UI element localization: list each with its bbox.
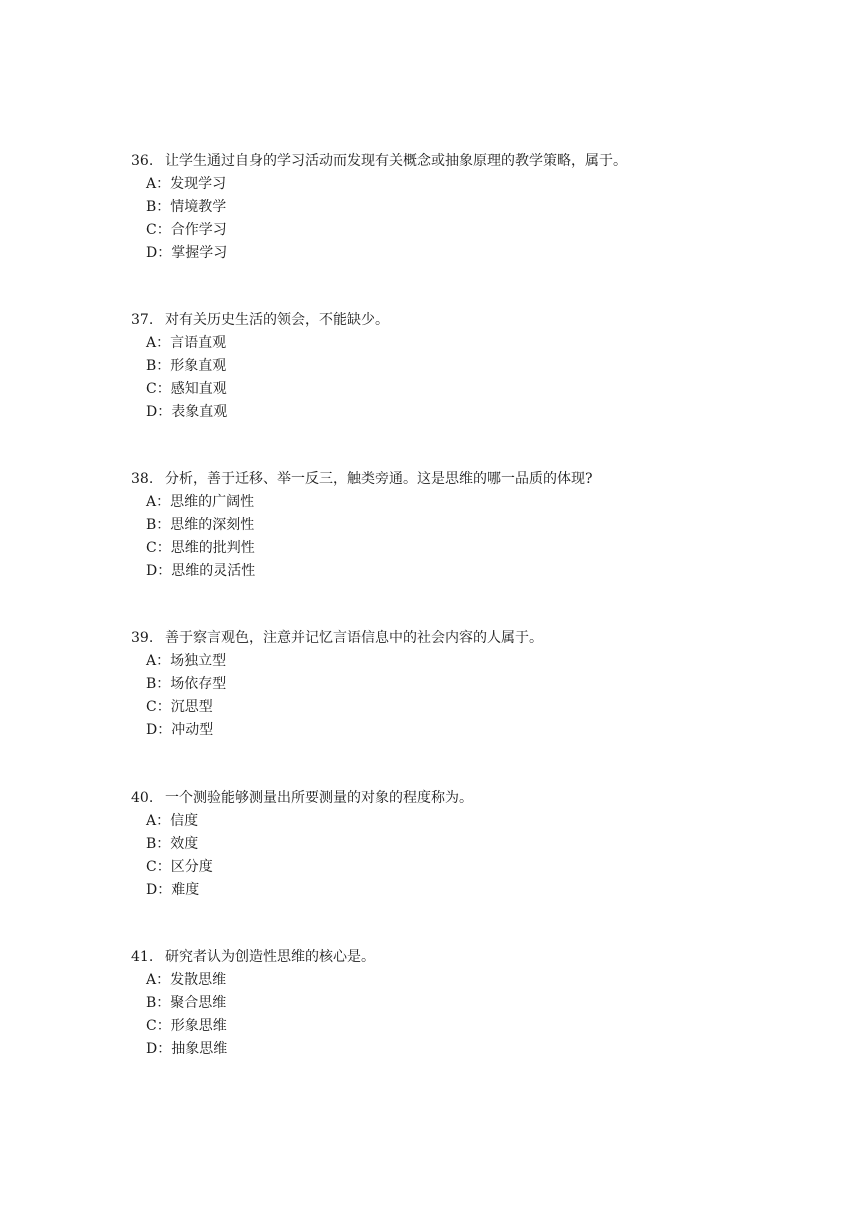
option-key: A (146, 335, 157, 351)
option-b (131, 355, 831, 378)
option-text: 表象直观 (171, 404, 228, 420)
question-stem (131, 627, 831, 650)
option-key: B (146, 199, 157, 215)
option-text: 形象思维 (170, 1018, 227, 1034)
option-separator: ： (156, 222, 171, 238)
question-37 (131, 309, 831, 424)
question-number: 40. (131, 790, 154, 806)
question-39 (131, 627, 831, 742)
option-key: C (146, 699, 157, 715)
option-a (131, 173, 831, 196)
option-c (131, 378, 831, 401)
option-key: D (146, 1041, 158, 1057)
option-text: 掌握学习 (171, 245, 228, 261)
option-separator: ： (156, 699, 171, 715)
question-36 (131, 150, 831, 265)
option-d (131, 1038, 831, 1061)
option-key: D (146, 722, 158, 738)
question-number: 41. (131, 949, 154, 965)
question-stem (131, 150, 831, 173)
option-d (131, 719, 831, 742)
option-key: C (146, 1018, 157, 1034)
option-d (131, 560, 831, 583)
option-separator: ： (156, 335, 171, 351)
option-d (131, 401, 831, 424)
option-separator: ： (156, 676, 171, 692)
option-text: 发现学习 (170, 176, 227, 192)
option-separator: ： (156, 540, 171, 556)
option-d (131, 879, 831, 902)
option-text: 场依存型 (170, 676, 227, 692)
question-stem (131, 468, 831, 491)
option-text: 思维的广阔性 (170, 494, 255, 510)
option-d (131, 242, 831, 265)
question-number: 39. (131, 630, 154, 646)
option-separator: ： (156, 836, 171, 852)
option-key: A (146, 494, 157, 510)
option-b (131, 992, 831, 1015)
option-text: 抽象思维 (171, 1041, 228, 1057)
option-key: A (146, 653, 157, 669)
option-separator: ： (157, 1041, 172, 1057)
option-text: 发散思维 (170, 972, 227, 988)
option-text: 言语直观 (170, 335, 227, 351)
option-separator: ： (156, 494, 171, 510)
option-key: D (146, 245, 158, 261)
option-text: 效度 (170, 836, 199, 852)
option-separator: ： (157, 722, 172, 738)
question-text: 分析，善于迁移、举一反三，触类旁通。这是思维的哪一品质的体现? (165, 471, 593, 487)
option-c (131, 537, 831, 560)
option-a (131, 650, 831, 673)
option-separator: ： (157, 882, 172, 898)
option-b (131, 514, 831, 537)
option-text: 场独立型 (170, 653, 227, 669)
option-separator: ： (156, 653, 171, 669)
question-text: 研究者认为创造性思维的核心是。 (165, 949, 375, 965)
question-text: 让学生通过自身的学习活动而发现有关概念或抽象原理的教学策略，属于。 (165, 153, 627, 169)
option-text: 区分度 (170, 859, 213, 875)
option-separator: ： (156, 972, 171, 988)
option-separator: ： (157, 404, 172, 420)
option-a (131, 969, 831, 992)
option-key: A (146, 813, 157, 829)
option-key: D (146, 563, 158, 579)
option-separator: ： (156, 517, 171, 533)
option-c (131, 696, 831, 719)
option-text: 思维的批判性 (170, 540, 255, 556)
option-text: 合作学习 (170, 222, 227, 238)
option-key: D (146, 404, 158, 420)
option-b (131, 673, 831, 696)
option-key: C (146, 859, 157, 875)
option-key: C (146, 381, 157, 397)
option-a (131, 491, 831, 514)
option-text: 感知直观 (170, 381, 227, 397)
question-40 (131, 787, 831, 902)
question-stem (131, 787, 831, 810)
option-key: B (146, 517, 157, 533)
option-key: A (146, 176, 157, 192)
option-text: 形象直观 (170, 358, 227, 374)
option-separator: ： (156, 176, 171, 192)
question-41 (131, 946, 831, 1061)
option-key: B (146, 676, 157, 692)
option-b (131, 833, 831, 856)
option-text: 难度 (171, 882, 200, 898)
option-key: C (146, 222, 157, 238)
question-38 (131, 468, 831, 583)
option-c (131, 856, 831, 879)
option-a (131, 332, 831, 355)
question-number: 36. (131, 153, 154, 169)
question-number: 37. (131, 312, 154, 328)
option-key: B (146, 995, 157, 1011)
option-key: B (146, 358, 157, 374)
question-number: 38. (131, 471, 154, 487)
option-text: 沉思型 (170, 699, 213, 715)
question-stem (131, 309, 831, 332)
option-text: 思维的灵活性 (171, 563, 256, 579)
option-key: A (146, 972, 157, 988)
question-stem (131, 946, 831, 969)
option-text: 情境教学 (170, 199, 227, 215)
option-separator: ： (156, 813, 171, 829)
option-key: C (146, 540, 157, 556)
option-separator: ： (156, 381, 171, 397)
option-separator: ： (156, 859, 171, 875)
option-separator: ： (157, 245, 172, 261)
option-separator: ： (156, 199, 171, 215)
option-text: 信度 (170, 813, 199, 829)
question-text: 一个测验能够测量出所要测量的对象的程度称为。 (165, 790, 473, 806)
option-separator: ： (157, 563, 172, 579)
option-b (131, 196, 831, 219)
option-separator: ： (156, 1018, 171, 1034)
option-a (131, 810, 831, 833)
question-text: 对有关历史生活的领会，不能缺少。 (165, 312, 389, 328)
option-text: 思维的深刻性 (170, 517, 255, 533)
option-key: D (146, 882, 158, 898)
option-key: B (146, 836, 157, 852)
option-separator: ： (156, 358, 171, 374)
option-text: 冲动型 (171, 722, 214, 738)
option-text: 聚合思维 (170, 995, 227, 1011)
option-c (131, 1015, 831, 1038)
question-text: 善于察言观色，注意并记忆言语信息中的社会内容的人属于。 (165, 630, 543, 646)
option-c (131, 219, 831, 242)
option-separator: ： (156, 995, 171, 1011)
